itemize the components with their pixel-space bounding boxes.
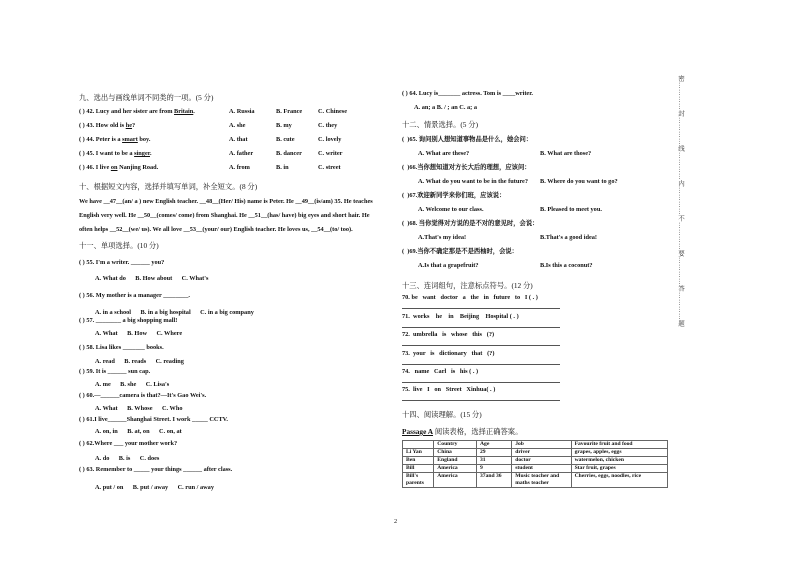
passage-label: Passage A <box>402 427 434 436</box>
section11-question: ( ) 56. My mother is a manager ________. <box>79 292 190 299</box>
answer-line <box>402 308 560 309</box>
table-cell: doctor <box>512 457 571 465</box>
table-row <box>403 449 668 457</box>
section11-options: A. do B. is C. does <box>95 455 160 462</box>
table-cell: England <box>434 457 477 465</box>
table-cell: 29 <box>476 449 511 457</box>
underlined-word: smart <box>122 136 138 143</box>
table-header-cell: Country <box>434 441 477 449</box>
underlined-word: on <box>110 164 118 171</box>
question-tail: ? <box>132 122 136 129</box>
sentence-prompt: 72. umbrella is whose this (?) <box>402 331 495 338</box>
section11-options: A. What do B. How about C. What's <box>95 275 209 282</box>
option-a: A.Is that a grapefruit? <box>418 262 479 269</box>
section11-options: A. What B. Whose C. Who <box>95 405 183 412</box>
section11-options: A. me B. she C. Lisa's <box>95 381 170 388</box>
option-a: A. that <box>229 136 248 143</box>
section9-title: 九、选出与画线单词不同类的一项。(5 分) <box>79 93 214 102</box>
binding-margin-text: 密…………封…………线…………内…………不…………要…………答…………题 <box>677 75 684 327</box>
section11-question: ( ) 62.Where ___ your mother work? <box>79 440 178 447</box>
table-cell: Music teacher and maths teacher <box>512 473 571 488</box>
question-text: ( ) 45. I want to be a <box>79 150 135 157</box>
option-b: B. What are those? <box>540 150 592 157</box>
question-tail: Nanjing Road. <box>117 164 159 171</box>
question-text: ( ) 46. I live <box>79 164 111 171</box>
option-a: A. What are these? <box>418 150 470 157</box>
section11-question: ( ) 58. Lisa likes _______ books. <box>79 344 164 351</box>
section9-question <box>79 136 150 144</box>
option-b: B. France <box>276 108 303 115</box>
option-b: B.Is this a coconut? <box>540 262 593 269</box>
underlined-word: Britain <box>174 108 194 115</box>
option-b: B. in <box>276 164 289 171</box>
section11-options: A. What B. How C. Where <box>95 330 183 337</box>
section11-options: A. read B. reads C. reading <box>95 358 184 365</box>
answer-line <box>402 327 560 328</box>
table-header-cell: Favourite fruit and food <box>571 441 667 449</box>
section13-title: 十三、连词组句，注意标点符号。(12 分) <box>402 281 533 290</box>
question-text: ( ) 42. Lucy and her sister are from <box>79 108 175 115</box>
table-row <box>403 457 668 465</box>
section12-question: ( )67.欢迎新同学来你们班，应该说： <box>402 192 506 199</box>
passage-table <box>402 440 668 488</box>
table-cell: student <box>512 465 571 473</box>
sentence-prompt: 73. your is dictionary that (?) <box>402 350 495 357</box>
section9-question <box>79 164 158 172</box>
table-row <box>403 473 668 488</box>
option-b: B. Pleased to meet you. <box>540 206 602 213</box>
section12-question: ( )65. 询问别人想知道事物品是什么，她会问： <box>402 136 533 143</box>
table-cell: Star fruit, grapes <box>571 465 667 473</box>
section11-title: 十一、单项选择。(10 分) <box>79 241 159 250</box>
section10-title: 十、根据短文内容，选择并填写单词，补全短文。(8 分) <box>79 182 258 191</box>
table-header-cell: Job <box>512 441 571 449</box>
option-c: C. they <box>318 122 338 129</box>
option-a: A. Russia <box>229 108 255 115</box>
table-header-cell: Age <box>476 441 511 449</box>
section12-question: ( )66.当你想知道对方长大后的理想，应该问： <box>402 164 531 171</box>
section11-question: ( ) 61.I live______Shanghai Street. I work _____ CCTV. <box>79 416 228 423</box>
option-a: A. Welcome to our class. <box>418 206 484 213</box>
section11-options: A. on, in B. at, on C. on, at <box>95 428 182 435</box>
option-b: B. cute <box>276 136 295 143</box>
section10-line-3: often helps __52__(we/ us). We all love __53__(your/ our) English teacher. He loves us, __54__(to/ too). <box>79 226 353 233</box>
section12-question: ( )69.当你不确定那是不是西柚时，会说： <box>402 248 518 255</box>
section12-question: ( )68. 当你觉得对方说的是不对的意见时，会说： <box>402 220 539 227</box>
option-b: B. Where do you want to go? <box>540 178 618 185</box>
question-text: ( ) 44. Peter is a <box>79 136 123 143</box>
question-tail: . <box>193 108 195 115</box>
section11-question: ( ) 57. ________ a big shopping mall! <box>79 317 178 324</box>
page-number: 2 <box>394 518 398 525</box>
section9-question <box>79 108 195 116</box>
section11-question: ( ) 63. Remember to _____ your things ______ after class. <box>79 466 233 473</box>
table-cell: 31 <box>476 457 511 465</box>
sentence-prompt: 71. works he in Beijing Hospital ( . ) <box>402 313 519 320</box>
option-b: B. dancer <box>276 150 302 157</box>
sentence-prompt: 74. name Carl is his ( . ) <box>402 368 479 375</box>
question-64-options: A. an; a B. / ; an C. a; a <box>414 104 477 111</box>
option-b: B. my <box>276 122 292 129</box>
section10-line-1: We have __47__(an/ a ) new English teacher. __48__(Her/ His) name is Peter. He __49__(is/am) 35. He teaches <box>79 198 373 205</box>
answer-line <box>402 364 560 365</box>
section11-options: A. in a school B. in a big hospital C. in a big company <box>95 309 254 316</box>
passage-heading <box>402 427 522 436</box>
option-c: C. Chinese <box>318 108 348 115</box>
underlined-word: singer <box>134 150 150 157</box>
table-cell: grapes, apples, eggs <box>571 449 667 457</box>
section11-options: A. put / on B. put / away C. run / away <box>95 484 214 491</box>
section11-question: ( ) 55. I'm a writer. ______ you? <box>79 259 165 266</box>
sentence-prompt: 70. be want doctor a the in future to I ( . ) <box>402 294 538 301</box>
section11-question: ( ) 59. It is ______ sun cap. <box>79 368 151 375</box>
section11-question: ( ) 60.—______camera is that?—It's Gao Wei's. <box>79 392 207 399</box>
table-cell: Cherries, eggs, noodles, rice <box>571 473 667 488</box>
table-cell: Ben <box>403 457 434 465</box>
section9-question <box>79 122 135 130</box>
option-c: C. writer <box>318 150 343 157</box>
question-tail: . <box>149 150 152 157</box>
option-a: A. What do you want to be in the future? <box>418 178 528 185</box>
table-header-row <box>403 441 668 449</box>
option-a: A. father <box>229 150 254 157</box>
table-cell: America <box>434 473 477 488</box>
answer-line <box>402 400 560 401</box>
table-row <box>403 465 668 473</box>
table-cell: Li Yan <box>403 449 434 457</box>
table-cell: Bill <box>403 465 434 473</box>
option-c: C. lovely <box>318 136 342 143</box>
table-cell: watermelon, chicken <box>571 457 667 465</box>
option-a: A. she <box>229 122 246 129</box>
table-cell: 37and 36 <box>476 473 511 488</box>
section9-question <box>79 150 152 158</box>
table-cell: driver <box>512 449 571 457</box>
passage-instruction: 阅读表格，选择正确答案。 <box>434 427 523 436</box>
section10-line-2: English very well. He __50__(comes/ come) from Shanghai. He __51__(has/ have) big eyes and short hair. He <box>79 212 370 219</box>
sentence-prompt: 75. live I on Street Xinhua( . ) <box>402 386 496 393</box>
section14-title: 十四、阅读理解。(15 分) <box>402 410 482 419</box>
table-cell: China <box>434 449 477 457</box>
section12-title: 十二、情景选择。(5 分) <box>402 120 479 129</box>
question-tail: boy. <box>137 136 151 143</box>
table-cell: America <box>434 465 477 473</box>
option-a: A. from <box>229 164 250 171</box>
answer-line <box>402 382 560 383</box>
option-c: C. street <box>318 164 341 171</box>
answer-line <box>402 345 560 346</box>
table-cell: 9 <box>476 465 511 473</box>
question-text: ( ) 43. How old is <box>79 122 126 129</box>
table-header-cell <box>403 441 434 449</box>
underlined-word: he <box>125 122 133 129</box>
question-64: ( ) 64. Lucy is_______ actress. Tom is ____writer. <box>402 90 534 97</box>
option-a: A.That's my idea! <box>418 234 467 241</box>
table-cell: Bill's parents <box>403 473 434 488</box>
option-b: B.That's a good idea! <box>540 234 598 241</box>
